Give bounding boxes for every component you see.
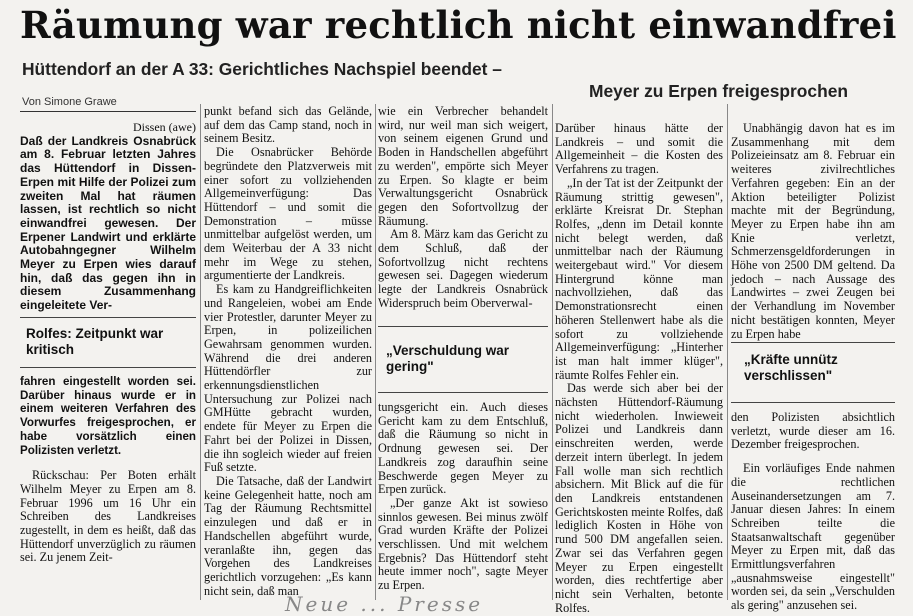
column-3-paragraph-3: tungsgericht ein. Auch dieses Gericht kam zu dem Entschluß, daß die Räumung so nicht in Ordnung gewesen sei. Der Landkreis zog daraufhin seine Beschwerde gegen Meyer zu Erpen zurück. — [378, 400, 548, 497]
handwritten-note: Neue ... Presse — [285, 592, 484, 616]
intertitle-rolfes: Rolfes: Zeitpunkt war kritisch — [26, 326, 164, 357]
column-3-bottom — [378, 400, 548, 593]
intertitle-rule-bottom-3 — [731, 402, 895, 403]
column-2 — [204, 104, 372, 598]
column-1-bold-continuation: fahren eingestellt worden sei. Darüber hinaus wurde er in einem weiteren Verfahren des Vorwurfes freigesprochen, er habe vorsätzlich einen Polizisten verletzt. — [20, 375, 196, 457]
column-1-paragraph: Rückschau: Per Boten erhält Wilhelm Meyer zu Erpen am 8. Februar 1996 um 16 Uhr ein Schreiben des Landkreises zugestellt, in dem es heißt, daß das Hüttendorf unverzüglich zu räumen sei. Zu jenem Zeit- — [20, 468, 196, 565]
headline: Räumung war rechtlich nicht einwandfrei — [20, 3, 897, 47]
byline: Von Simone Grawe — [22, 96, 117, 108]
column-3-top — [378, 105, 548, 325]
column-divider-3 — [552, 104, 553, 600]
column-3-paragraph-1: wie ein Verbrecher behandelt wird, nur weil man sich weigert, von seinem eigenen Grund und Boden in Handschellen abgeführt zu werden", empörte sich Meyer zu Erpen. So klagte er beim Verwaltungsgericht Osnabrück gegen den Sofortvollzug der Räumung. — [378, 104, 548, 228]
intertitle-rule-top-3 — [731, 342, 895, 343]
column-1-continuation — [20, 375, 196, 603]
intertitle-rule-top-2 — [378, 326, 548, 327]
subheadline-line-2: Meyer zu Erpen freigesprochen — [589, 81, 848, 101]
column-4 — [555, 121, 723, 615]
column-4-paragraph-3: Das werde sich aber bei der nächsten Hüttendorf-Räumung nicht wiederholen. Inwieweit Polizei und Landkreis dann einschreiten werden, werde derzeit intern überlegt. In jedem Fall wolle man sich rechtlich absichern. Mit Blick auf die für den Landkreis entstandenen Gerichtskosten meinte Rolfes, daß lediglich Kosten in Höhe von rund 500 DM angefallen seien. Zwar sei das Verfahren gegen Meyer zu Erpen eingestellt worden, dies rechtfertige aber nicht sein Verhalten, betonte Rolfes. — [555, 381, 723, 615]
lead-text: Daß der Landkreis Osnabrück am 8. Februar letzten Jahres das Hüttendorf in Dissen-Erpen mit Hilfe der Polizei zum zweiten Mal hat räumen lassen, ist rechtlich so nicht einwandfrei gewesen. Der Erpener Landwirt und erklärte Autobahngegner Wilhelm Meyer zu Erpen wies darauf hin, daß das gegen ihn in diesem Zusammenhang eingeleitete Ver- — [20, 133, 196, 313]
column-5-paragraph-3: Ein vorläufiges Ende nahmen die rechtlichen Auseinandersetzungen am 7. Januar diesen Jahres: In einem Schreiben teilte die Staatsanwaltschaft gegenüber Meyer zu Erpen mit, daß das Ermittlungsverfahren „ausnahmsweise eingestellt" worden sei, da sein „Verschulden als gering" anzusehen sei. — [731, 461, 895, 613]
column-5-paragraph-2: den Polizisten absichtlich verletzt, wurde dieser am 16. Dezember freigesprochen. — [731, 410, 895, 452]
subheadline — [22, 58, 892, 102]
column-3-paragraph-2: Am 8. März kam das Gericht zu dem Schluß, daß der Sofortvollzug nicht rechtens gewesen sei. Dagegen wiederum legte der Landkreis Osnabrück Widerspruch beim Oberverwal- — [378, 227, 548, 310]
intertitle-rule-top-1 — [20, 317, 196, 318]
intertitle-kraefte: „Kräfte unnütz verschlissen" — [744, 352, 838, 383]
lead-paragraph — [20, 120, 196, 313]
column-5-top — [731, 122, 895, 340]
column-2-paragraph-1: punkt befand sich das Gelände, auf dem das Camp stand, noch in seinem Besitz. — [204, 104, 372, 146]
column-3-paragraph-4: „Der ganze Akt ist sowieso sinnlos gewesen. Bei minus zwölf Grad wurden Kräfte der Polizei verschlissen. Und mit welchem Ergebnis? Das Hüttendorf steht heute immer noch", sagte Meyer zu Erpen. — [378, 495, 548, 593]
column-5-paragraph-1: Unabhängig davon hat es im Zusammenhang mit dem Polizeieinsatz am 8. Februar ein weiteres zivilrechtliches Verfahren gegeben: Ein an der Aktion beteiligter Polizist machte mit der Begründung, Meyer zu Erpen habe ihn am Knie verletzt, Schmerzensgeldforderungen in Höhe von 2500 DM geltend. Da jedoch – nach Aussage des Landwirtes – zwei Zeugen bei der Verhandlung im November nicht bestätigen konnten, Meyer zu Erpen habe — [731, 121, 895, 341]
column-4-paragraph-2: „In der Tat ist der Zeitpunkt der Räumung strittig gewesen", erklärte Kreisrat Dr. Stephan Rolfes, „denn im Detail konnte nicht belegt werden, daß unmittelbar nach der Räumung weitergebaut wird." Vor diesem Hintergrund könne man nachvollziehen, daß das Demonstrationsrecht einen höheren Stellenwert habe als die sofort zu vollziehende Allgemeinverfügung: „Hinterher ist man halt immer klüger", räumte Rolfes Fehler ein. — [555, 175, 723, 382]
column-4-paragraph-1: Darüber hinaus hätte der Landkreis – und somit die Allgemeinheit – die Kosten des Verfahrens zu tragen. — [555, 121, 723, 177]
intertitle-verschuldung: „Verschuldung war gering" — [386, 343, 510, 374]
column-2-paragraph-4: Die Tatsache, daß der Landwirt keine Gelegenheit hatte, noch am Tag der Räumung Rechtsmittel einzulegen und daß er in Handschellen abgeführt wurde, veranlaßte ihn, gegen das Vorgehen des Landkreises gerichtlich vorzugehen: „Es kann nicht sein, daß man — [204, 473, 372, 598]
column-divider-4 — [727, 104, 728, 600]
byline-rule — [20, 111, 196, 112]
intertitle-rule-bottom-1 — [20, 367, 196, 368]
column-divider-2 — [375, 104, 376, 600]
intertitle-rule-bottom-2 — [378, 392, 548, 393]
column-2-paragraph-3: Es kam zu Handgreiflichkeiten und Rangeleien, wobei am Ende vier Protestler, darunter Meyer zu Erpen, in polizeilichen Gewahrsam genommen wurden. Während die drei anderen Hüttendörfler zur erkennungsdienstlichen Untersuchung zur Polizei nach GMHütte gebracht wurden, endete für Meyer zu Erpen die Fahrt bei der Polizei in Dissen, die ihn sogleich wieder auf freien Fuß setzte. — [204, 282, 372, 475]
column-divider-1 — [200, 104, 201, 600]
column-5-bottom — [731, 410, 895, 613]
subheadline-line-1: Hüttendorf an der A 33: Gerichtliches Nachspiel beendet – — [22, 59, 502, 79]
dateline: Dissen (awe) — [133, 120, 196, 134]
column-2-paragraph-2: Die Osnabrücker Behörde begründete den Platzverweis mit einer sofort zu vollziehenden Allgemeinverfügung: Das Hüttendorf – und somit die Demonstration – müsse unmittelbar aufgelöst werden, um dem Weiterbau der A 33 nicht mehr im Wege zu stehen, argumentierte der Landkreis. — [204, 145, 372, 283]
